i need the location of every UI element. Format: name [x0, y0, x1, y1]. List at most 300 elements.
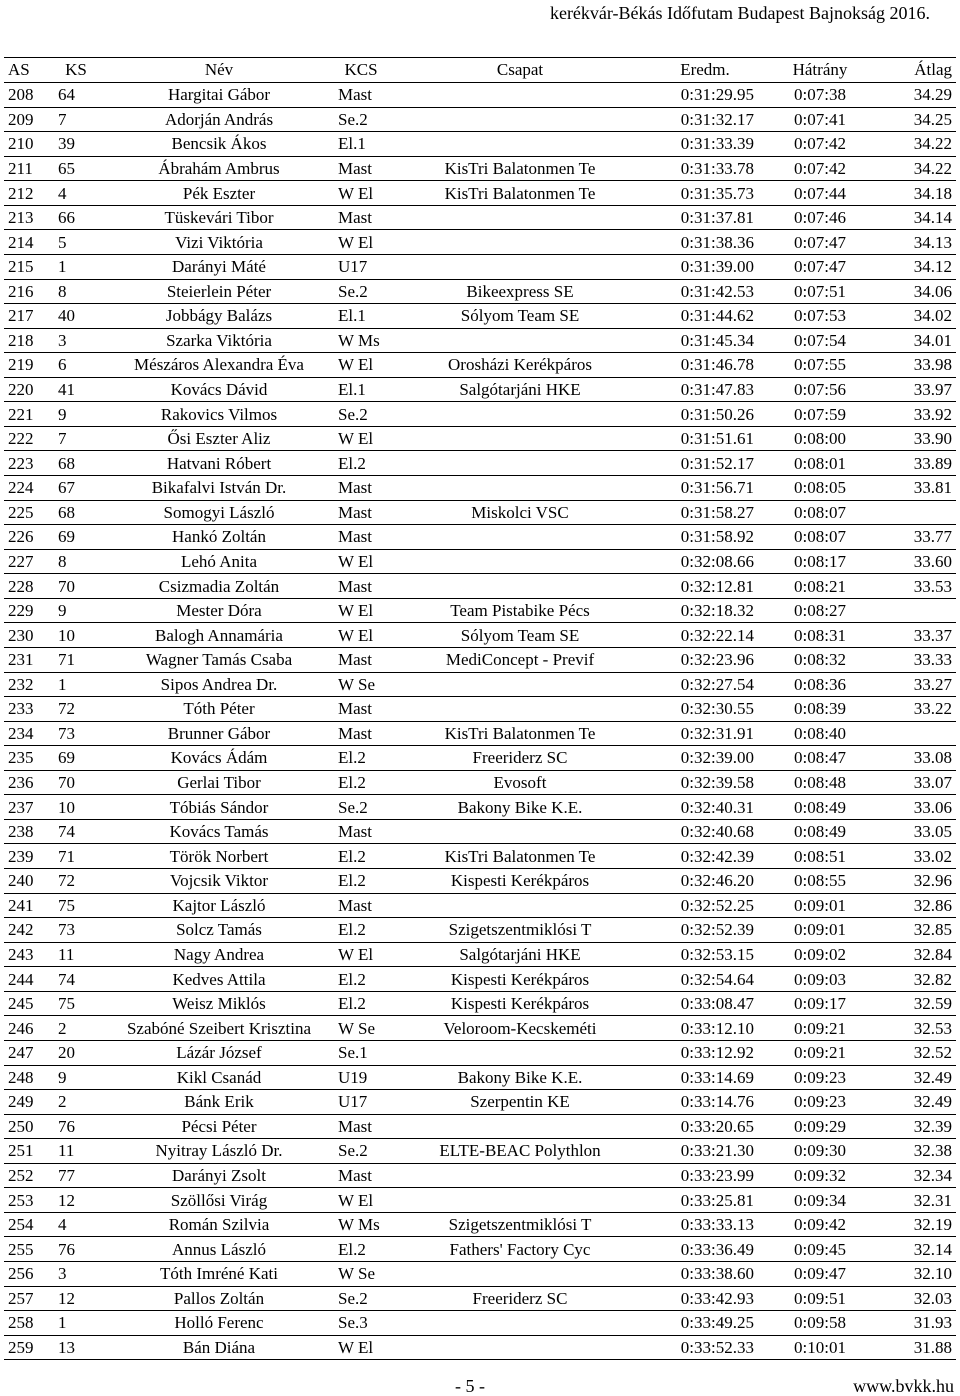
cell-name: Kovács Tamás	[104, 819, 334, 844]
cell-name: Bikafalvi István Dr.	[104, 476, 334, 501]
cell-name: Kikl Csanád	[104, 1065, 334, 1090]
table-row	[4, 107, 956, 132]
cell-average	[882, 598, 956, 623]
cell-ks: 69	[48, 746, 104, 771]
cell-average: 34.06	[882, 279, 956, 304]
cell-ks: 11	[48, 1139, 104, 1164]
cell-average: 32.84	[882, 942, 956, 967]
cell-category: El.2	[334, 1237, 388, 1262]
cell-category: El.2	[334, 451, 388, 476]
cell-ks: 76	[48, 1114, 104, 1139]
cell-category: Mast	[334, 476, 388, 501]
cell-name: Kedves Attila	[104, 967, 334, 992]
cell-team	[388, 1311, 652, 1336]
cell-name: Hatvani Róbert	[104, 451, 334, 476]
cell-result: 0:31:47.83	[652, 377, 758, 402]
table-row	[4, 279, 956, 304]
cell-average: 34.25	[882, 107, 956, 132]
cell-average: 32.85	[882, 918, 956, 943]
cell-team	[388, 1335, 652, 1360]
cell-category: Se.2	[334, 402, 388, 427]
cell-gap: 0:07:55	[758, 353, 882, 378]
cell-gap: 0:08:27	[758, 598, 882, 623]
column-header-atlag: Átlag	[882, 58, 956, 83]
cell-average: 33.05	[882, 819, 956, 844]
cell-team	[388, 1114, 652, 1139]
cell-result: 0:32:08.66	[652, 549, 758, 574]
table-row	[4, 598, 956, 623]
cell-team	[388, 328, 652, 353]
cell-result: 0:33:38.60	[652, 1262, 758, 1287]
cell-category: Mast	[334, 500, 388, 525]
cell-result: 0:32:40.31	[652, 795, 758, 820]
cell-category: W Ms	[334, 1212, 388, 1237]
cell-team: Szigetszentmiklósi T	[388, 1212, 652, 1237]
table-row	[4, 942, 956, 967]
cell-name: Lázár József	[104, 1040, 334, 1065]
cell-gap: 0:08:07	[758, 525, 882, 550]
cell-average: 33.06	[882, 795, 956, 820]
cell-category: Mast	[334, 697, 388, 722]
table-header-row	[4, 58, 956, 83]
cell-category: W El	[334, 1335, 388, 1360]
cell-as: 249	[4, 1090, 48, 1115]
cell-team: Bakony Bike K.E.	[388, 1065, 652, 1090]
cell-ks: 1	[48, 1311, 104, 1336]
cell-as: 250	[4, 1114, 48, 1139]
cell-as: 216	[4, 279, 48, 304]
cell-category: W El	[334, 181, 388, 206]
cell-gap: 0:09:23	[758, 1065, 882, 1090]
cell-name: Bencsik Ákos	[104, 132, 334, 157]
cell-ks: 66	[48, 205, 104, 230]
cell-as: 255	[4, 1237, 48, 1262]
cell-category: El.2	[334, 869, 388, 894]
cell-ks: 70	[48, 770, 104, 795]
cell-ks: 10	[48, 623, 104, 648]
cell-as: 232	[4, 672, 48, 697]
cell-average: 33.92	[882, 402, 956, 427]
cell-average: 33.53	[882, 574, 956, 599]
cell-average: 33.77	[882, 525, 956, 550]
cell-average: 32.38	[882, 1139, 956, 1164]
cell-result: 0:31:37.81	[652, 205, 758, 230]
cell-ks: 6	[48, 353, 104, 378]
cell-as: 209	[4, 107, 48, 132]
cell-name: Nyitray László Dr.	[104, 1139, 334, 1164]
table-row	[4, 451, 956, 476]
cell-name: Szabóné Szeibert Krisztina	[104, 1016, 334, 1041]
cell-as: 231	[4, 647, 48, 672]
cell-gap: 0:07:47	[758, 254, 882, 279]
cell-average: 33.97	[882, 377, 956, 402]
cell-result: 0:31:33.39	[652, 132, 758, 157]
cell-result: 0:31:32.17	[652, 107, 758, 132]
cell-result: 0:32:46.20	[652, 869, 758, 894]
cell-average: 32.31	[882, 1188, 956, 1213]
cell-result: 0:31:35.73	[652, 181, 758, 206]
page-number: - 5 -	[455, 1376, 485, 1396]
cell-result: 0:31:29.95	[652, 83, 758, 108]
cell-average: 32.14	[882, 1237, 956, 1262]
cell-gap: 0:09:32	[758, 1163, 882, 1188]
cell-as: 248	[4, 1065, 48, 1090]
cell-as: 223	[4, 451, 48, 476]
footer-url: www.bvkk.hu	[853, 1376, 954, 1396]
cell-category: Mast	[334, 647, 388, 672]
cell-category: Se.3	[334, 1311, 388, 1336]
cell-as: 220	[4, 377, 48, 402]
cell-gap: 0:09:02	[758, 942, 882, 967]
table-row	[4, 869, 956, 894]
cell-gap: 0:07:38	[758, 83, 882, 108]
cell-gap: 0:08:17	[758, 549, 882, 574]
cell-ks: 71	[48, 844, 104, 869]
cell-category: Mast	[334, 83, 388, 108]
cell-as: 221	[4, 402, 48, 427]
cell-ks: 9	[48, 598, 104, 623]
cell-gap: 0:09:01	[758, 893, 882, 918]
cell-ks: 74	[48, 967, 104, 992]
cell-as: 257	[4, 1286, 48, 1311]
cell-as: 218	[4, 328, 48, 353]
cell-team	[388, 672, 652, 697]
cell-team: Bakony Bike K.E.	[388, 795, 652, 820]
cell-name: Sipos Andrea Dr.	[104, 672, 334, 697]
cell-average: 32.39	[882, 1114, 956, 1139]
cell-name: Tóth Péter	[104, 697, 334, 722]
cell-ks: 11	[48, 942, 104, 967]
cell-name: Lehó Anita	[104, 549, 334, 574]
cell-gap: 0:07:53	[758, 304, 882, 329]
cell-category: W Se	[334, 672, 388, 697]
cell-average: 33.08	[882, 746, 956, 771]
table-row	[4, 525, 956, 550]
cell-gap: 0:07:42	[758, 156, 882, 181]
cell-category: El.2	[334, 770, 388, 795]
cell-result: 0:32:54.64	[652, 967, 758, 992]
cell-average: 34.22	[882, 156, 956, 181]
cell-average: 33.33	[882, 647, 956, 672]
cell-result: 0:33:12.92	[652, 1040, 758, 1065]
cell-gap: 0:10:01	[758, 1335, 882, 1360]
cell-gap: 0:09:42	[758, 1212, 882, 1237]
cell-ks: 3	[48, 1262, 104, 1287]
cell-team: Fathers' Factory Cyc	[388, 1237, 652, 1262]
table-row	[4, 1139, 956, 1164]
cell-result: 0:32:31.91	[652, 721, 758, 746]
cell-gap: 0:08:49	[758, 819, 882, 844]
cell-team: Kispesti Kerékpáros	[388, 869, 652, 894]
cell-ks: 8	[48, 549, 104, 574]
cell-result: 0:32:30.55	[652, 697, 758, 722]
cell-name: Pallos Zoltán	[104, 1286, 334, 1311]
cell-team	[388, 205, 652, 230]
cell-category: W El	[334, 426, 388, 451]
table-row	[4, 1040, 956, 1065]
cell-gap: 0:09:01	[758, 918, 882, 943]
cell-as: 237	[4, 795, 48, 820]
cell-category: Se.2	[334, 279, 388, 304]
cell-name: Tóbiás Sándor	[104, 795, 334, 820]
cell-average: 33.81	[882, 476, 956, 501]
cell-as: 239	[4, 844, 48, 869]
cell-gap: 0:08:21	[758, 574, 882, 599]
cell-category: Mast	[334, 819, 388, 844]
cell-ks: 64	[48, 83, 104, 108]
table-row	[4, 1237, 956, 1262]
cell-as: 229	[4, 598, 48, 623]
cell-average: 33.98	[882, 353, 956, 378]
cell-result: 0:33:49.25	[652, 1311, 758, 1336]
cell-team	[388, 451, 652, 476]
cell-name: Szarka Viktória	[104, 328, 334, 353]
cell-as: 230	[4, 623, 48, 648]
cell-average: 32.52	[882, 1040, 956, 1065]
cell-average	[882, 721, 956, 746]
cell-ks: 65	[48, 156, 104, 181]
cell-result: 0:31:45.34	[652, 328, 758, 353]
cell-team: MediConcept - Previf	[388, 647, 652, 672]
cell-name: Annus László	[104, 1237, 334, 1262]
cell-average: 33.02	[882, 844, 956, 869]
cell-as: 214	[4, 230, 48, 255]
cell-average: 31.93	[882, 1311, 956, 1336]
table-row	[4, 132, 956, 157]
cell-team	[388, 1188, 652, 1213]
cell-category: Mast	[334, 156, 388, 181]
cell-name: Mester Dóra	[104, 598, 334, 623]
column-header-csapat: Csapat	[388, 58, 652, 83]
cell-gap: 0:08:51	[758, 844, 882, 869]
cell-ks: 10	[48, 795, 104, 820]
cell-category: Mast	[334, 1114, 388, 1139]
cell-average: 34.18	[882, 181, 956, 206]
cell-result: 0:32:52.25	[652, 893, 758, 918]
cell-as: 211	[4, 156, 48, 181]
cell-result: 0:33:36.49	[652, 1237, 758, 1262]
cell-average: 33.90	[882, 426, 956, 451]
table-row	[4, 230, 956, 255]
cell-category: Mast	[334, 721, 388, 746]
cell-gap: 0:08:32	[758, 647, 882, 672]
column-header-kcs: KCS	[334, 58, 388, 83]
cell-as: 251	[4, 1139, 48, 1164]
cell-result: 0:32:12.81	[652, 574, 758, 599]
table-row	[4, 181, 956, 206]
cell-average: 32.49	[882, 1090, 956, 1115]
cell-category: W El	[334, 353, 388, 378]
cell-gap: 0:09:47	[758, 1262, 882, 1287]
table-row	[4, 549, 956, 574]
table-row	[4, 1090, 956, 1115]
cell-ks: 12	[48, 1286, 104, 1311]
table-row	[4, 844, 956, 869]
cell-team: Freeriderz SC	[388, 746, 652, 771]
cell-category: El.1	[334, 377, 388, 402]
table-row	[4, 353, 956, 378]
cell-ks: 71	[48, 647, 104, 672]
results-table	[4, 57, 956, 1360]
cell-average	[882, 500, 956, 525]
cell-as: 222	[4, 426, 48, 451]
table-row	[4, 426, 956, 451]
cell-ks: 7	[48, 426, 104, 451]
cell-average: 32.53	[882, 1016, 956, 1041]
table-row	[4, 770, 956, 795]
cell-average: 34.12	[882, 254, 956, 279]
cell-name: Brunner Gábor	[104, 721, 334, 746]
cell-as: 258	[4, 1311, 48, 1336]
cell-result: 0:32:27.54	[652, 672, 758, 697]
cell-name: Tóth Imréné Kati	[104, 1262, 334, 1287]
table-row	[4, 1262, 956, 1287]
cell-as: 224	[4, 476, 48, 501]
cell-team: Salgótarjáni HKE	[388, 377, 652, 402]
cell-name: Balogh Annamária	[104, 623, 334, 648]
cell-result: 0:31:38.36	[652, 230, 758, 255]
cell-result: 0:33:52.33	[652, 1335, 758, 1360]
table-row	[4, 721, 956, 746]
cell-ks: 39	[48, 132, 104, 157]
cell-as: 253	[4, 1188, 48, 1213]
cell-result: 0:33:21.30	[652, 1139, 758, 1164]
cell-team: Szerpentin KE	[388, 1090, 652, 1115]
cell-name: Adorján András	[104, 107, 334, 132]
cell-name: Nagy Andrea	[104, 942, 334, 967]
cell-average: 33.37	[882, 623, 956, 648]
column-header-eredm: Eredm.	[652, 58, 758, 83]
cell-ks: 69	[48, 525, 104, 550]
cell-gap: 0:09:23	[758, 1090, 882, 1115]
cell-average: 32.59	[882, 991, 956, 1016]
cell-as: 259	[4, 1335, 48, 1360]
cell-ks: 73	[48, 918, 104, 943]
cell-category: Mast	[334, 1163, 388, 1188]
cell-ks: 67	[48, 476, 104, 501]
cell-as: 227	[4, 549, 48, 574]
cell-gap: 0:08:36	[758, 672, 882, 697]
cell-gap: 0:07:59	[758, 402, 882, 427]
cell-name: Kovács Dávid	[104, 377, 334, 402]
table-row	[4, 83, 956, 108]
cell-name: Mészáros Alexandra Éva	[104, 353, 334, 378]
cell-result: 0:32:52.39	[652, 918, 758, 943]
cell-gap: 0:07:44	[758, 181, 882, 206]
table-row	[4, 1286, 956, 1311]
cell-name: Pék Eszter	[104, 181, 334, 206]
cell-result: 0:31:51.61	[652, 426, 758, 451]
cell-ks: 13	[48, 1335, 104, 1360]
table-row	[4, 254, 956, 279]
cell-team	[388, 525, 652, 550]
cell-gap: 0:07:41	[758, 107, 882, 132]
cell-gap: 0:09:03	[758, 967, 882, 992]
cell-ks: 40	[48, 304, 104, 329]
cell-name: Kajtor László	[104, 893, 334, 918]
cell-gap: 0:09:29	[758, 1114, 882, 1139]
column-header-as: AS	[4, 58, 48, 83]
cell-ks: 2	[48, 1090, 104, 1115]
cell-name: Pécsi Péter	[104, 1114, 334, 1139]
table-row	[4, 819, 956, 844]
cell-team: Evosoft	[388, 770, 652, 795]
cell-as: 235	[4, 746, 48, 771]
table-row	[4, 205, 956, 230]
cell-gap: 0:08:39	[758, 697, 882, 722]
table-row	[4, 476, 956, 501]
cell-ks: 73	[48, 721, 104, 746]
cell-ks: 68	[48, 500, 104, 525]
cell-average: 34.01	[882, 328, 956, 353]
cell-name: Steierlein Péter	[104, 279, 334, 304]
cell-as: 213	[4, 205, 48, 230]
cell-team	[388, 1040, 652, 1065]
cell-ks: 75	[48, 893, 104, 918]
cell-result: 0:32:23.96	[652, 647, 758, 672]
cell-as: 226	[4, 525, 48, 550]
table-row	[4, 647, 956, 672]
cell-category: Se.2	[334, 1139, 388, 1164]
cell-ks: 72	[48, 697, 104, 722]
cell-name: Darányi Zsolt	[104, 1163, 334, 1188]
table-row	[4, 500, 956, 525]
cell-result: 0:31:46.78	[652, 353, 758, 378]
cell-team: KisTri Balatonmen Te	[388, 844, 652, 869]
cell-result: 0:31:39.00	[652, 254, 758, 279]
cell-gap: 0:08:00	[758, 426, 882, 451]
results-body	[4, 83, 956, 1360]
cell-average: 32.10	[882, 1262, 956, 1287]
cell-team: Miskolci VSC	[388, 500, 652, 525]
cell-category: El.1	[334, 132, 388, 157]
cell-ks: 74	[48, 819, 104, 844]
table-row	[4, 991, 956, 1016]
cell-as: 225	[4, 500, 48, 525]
cell-name: Ábrahám Ambrus	[104, 156, 334, 181]
cell-gap: 0:08:47	[758, 746, 882, 771]
cell-result: 0:33:33.13	[652, 1212, 758, 1237]
cell-category: W El	[334, 230, 388, 255]
cell-ks: 4	[48, 1212, 104, 1237]
cell-average: 34.14	[882, 205, 956, 230]
cell-name: Bán Diána	[104, 1335, 334, 1360]
cell-as: 243	[4, 942, 48, 967]
cell-result: 0:33:23.99	[652, 1163, 758, 1188]
cell-gap: 0:08:05	[758, 476, 882, 501]
cell-as: 240	[4, 869, 48, 894]
cell-name: Weisz Miklós	[104, 991, 334, 1016]
cell-as: 217	[4, 304, 48, 329]
cell-name: Hankó Zoltán	[104, 525, 334, 550]
cell-category: El.2	[334, 746, 388, 771]
column-header-nev: Név	[104, 58, 334, 83]
cell-average: 34.02	[882, 304, 956, 329]
cell-team: Sólyom Team SE	[388, 304, 652, 329]
cell-team	[388, 476, 652, 501]
cell-average: 32.86	[882, 893, 956, 918]
cell-average: 34.13	[882, 230, 956, 255]
table-row	[4, 402, 956, 427]
cell-ks: 5	[48, 230, 104, 255]
cell-category: Se.2	[334, 107, 388, 132]
cell-ks: 20	[48, 1040, 104, 1065]
cell-name: Román Szilvia	[104, 1212, 334, 1237]
cell-name: Rakovics Vilmos	[104, 402, 334, 427]
cell-team: Bikeexpress SE	[388, 279, 652, 304]
cell-result: 0:31:42.53	[652, 279, 758, 304]
cell-average: 32.96	[882, 869, 956, 894]
